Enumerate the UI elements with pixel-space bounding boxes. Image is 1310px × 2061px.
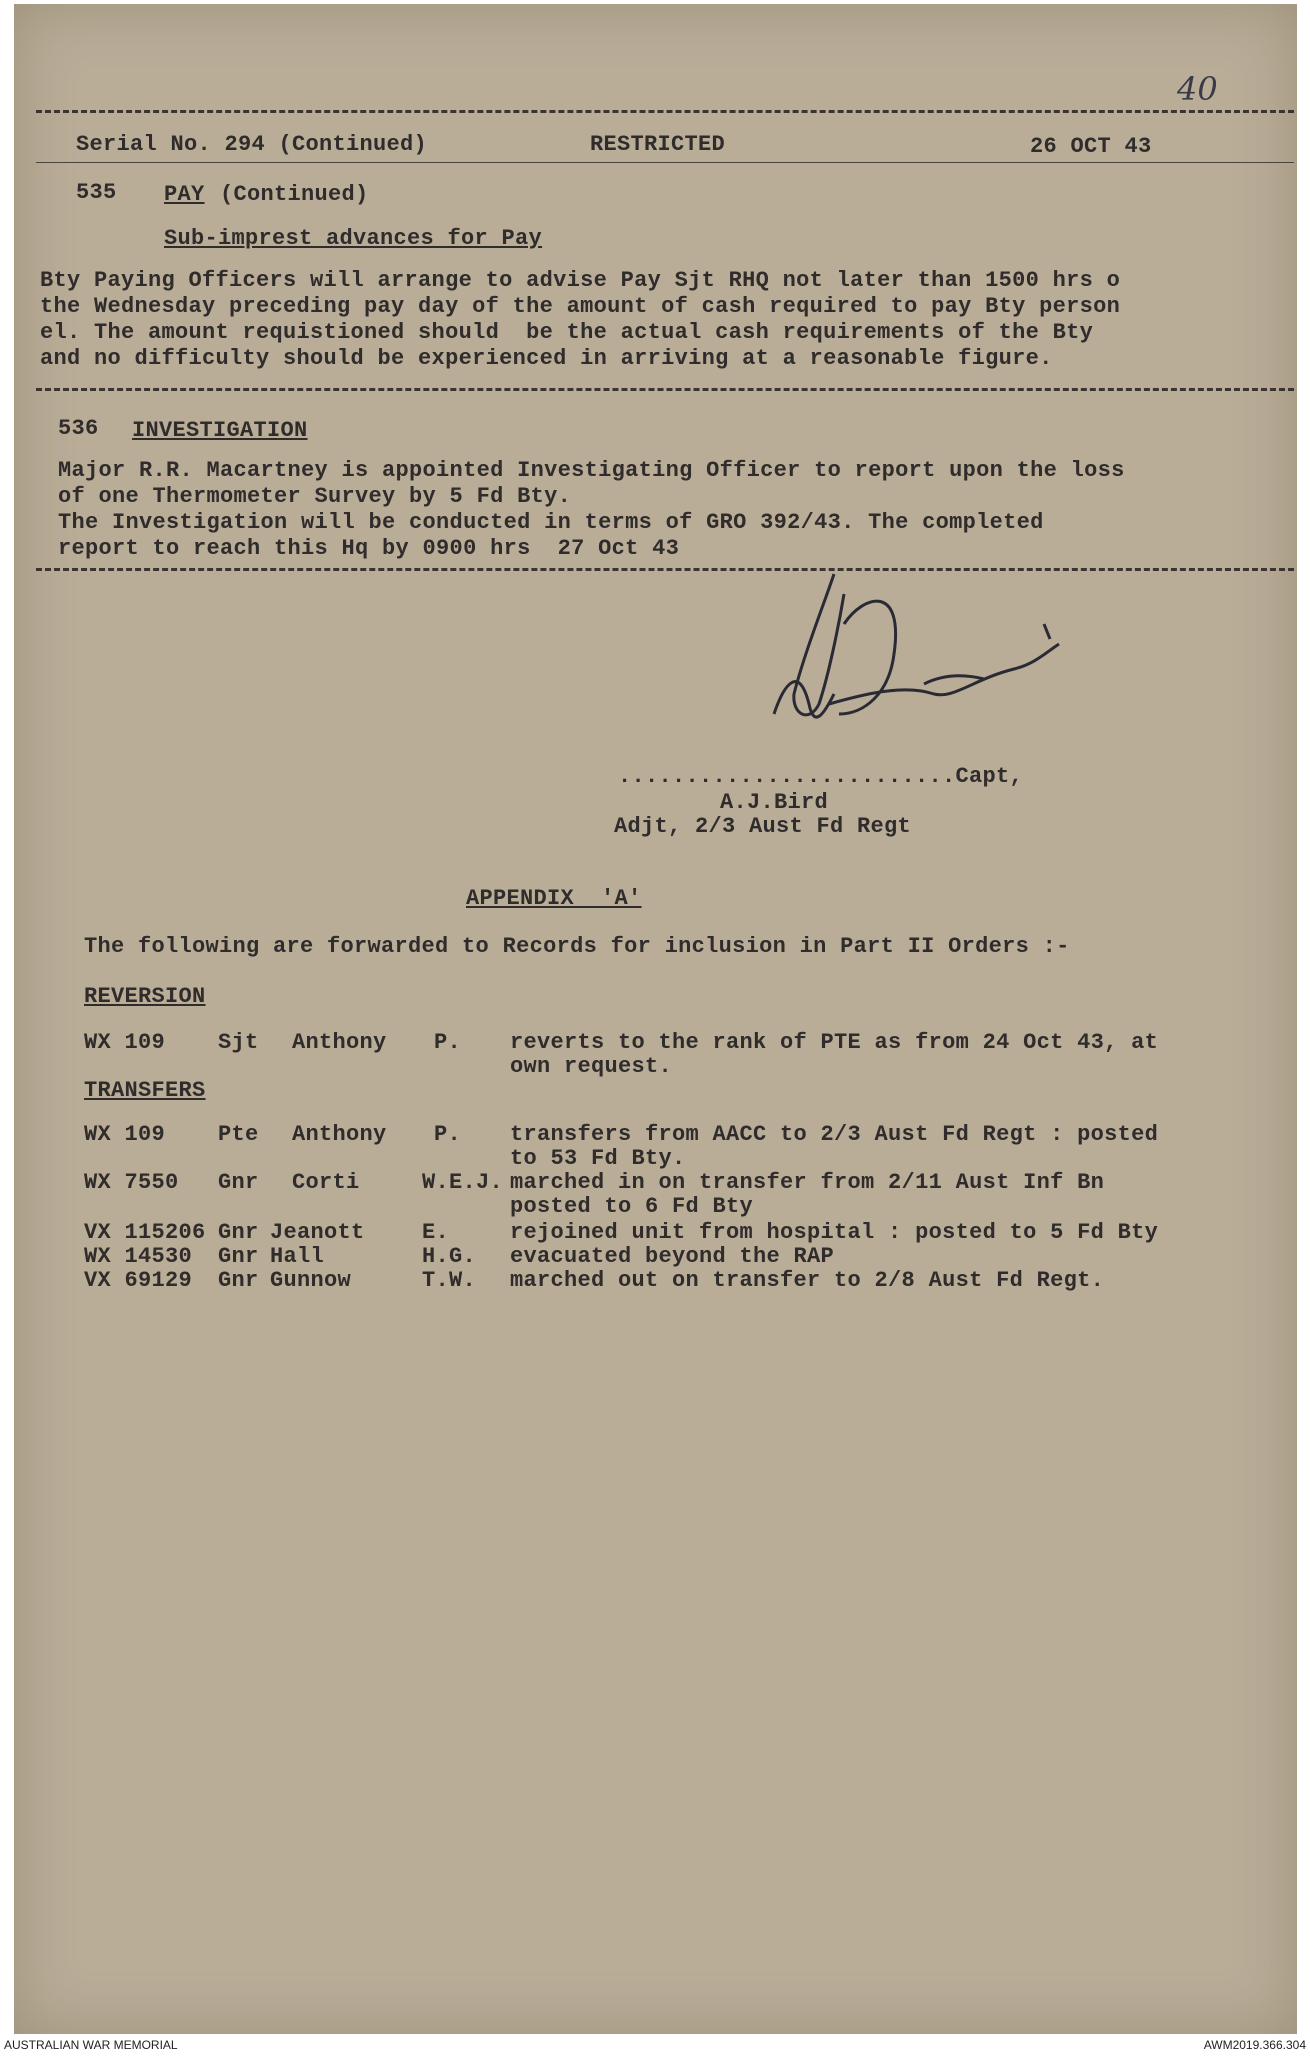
signature-line: .........................Capt, bbox=[618, 764, 1024, 789]
item-535-line-3: el. The amount requistioned should be the actual cash requirements of the Bty bbox=[40, 320, 1094, 345]
details: rejoined unit from hospital : posted to 5 Fd Bty bbox=[510, 1220, 1159, 1245]
details: reverts to the rank of PTE as from 24 Oct 43, at bbox=[510, 1030, 1159, 1055]
details-continued: posted to 6 Fd Bty bbox=[510, 1194, 754, 1219]
initials: P. bbox=[434, 1030, 462, 1055]
item-535-heading: PAY bbox=[164, 182, 205, 207]
item-536-line-4: report to reach this Hq by 0900 hrs 27 Oct 43 bbox=[58, 536, 680, 561]
serial-number: Serial No. 294 (Continued) bbox=[76, 132, 428, 157]
rank: Pte bbox=[218, 1122, 259, 1147]
footer-reference: AWM2019.366.304 bbox=[1203, 2038, 1306, 2052]
surname: Anthony bbox=[292, 1122, 387, 1147]
rank: Gnr bbox=[218, 1268, 259, 1293]
service-number: WX 109 bbox=[84, 1030, 166, 1055]
details: transfers from AACC to 2/3 Aust Fd Regt : posted bbox=[510, 1122, 1159, 1147]
details-continued: own request. bbox=[510, 1054, 673, 1079]
item-536-line-2: of one Thermometer Survey by 5 Fd Bty. bbox=[58, 484, 572, 509]
header-top-rule bbox=[36, 110, 1294, 113]
service-number: VX 69129 bbox=[84, 1268, 193, 1293]
signatory-appointment: Adjt, 2/3 Aust Fd Regt bbox=[614, 814, 912, 839]
details: marched in on transfer from 2/11 Aust Inf Bn bbox=[510, 1170, 1105, 1195]
surname: Anthony bbox=[292, 1030, 387, 1055]
item-535-number: 535 bbox=[76, 180, 117, 205]
signatory-name: A.J.Bird bbox=[720, 790, 829, 815]
service-number: WX 14530 bbox=[84, 1244, 193, 1269]
reversion-heading: REVERSION bbox=[84, 984, 206, 1009]
rank: Gnr bbox=[218, 1170, 259, 1195]
header-bottom-rule bbox=[36, 162, 1294, 163]
item-535-line-4: and no difficulty should be experienced in arriving at a reasonable figure. bbox=[40, 346, 1053, 371]
appendix-intro: The following are forwarded to Records for inclusion in Part II Orders :- bbox=[84, 934, 1070, 959]
order-date: 26 OCT 43 bbox=[1030, 134, 1152, 159]
service-number: WX 7550 bbox=[84, 1170, 179, 1195]
item-535-heading-suffix: (Continued) bbox=[220, 182, 369, 207]
initials: P. bbox=[434, 1122, 462, 1147]
rank: Sjt bbox=[218, 1030, 259, 1055]
initials: H.G. bbox=[422, 1244, 477, 1269]
surname: Gunnow bbox=[270, 1268, 352, 1293]
surname: Hall bbox=[270, 1244, 325, 1269]
classification: RESTRICTED bbox=[590, 132, 726, 157]
item-535-line-1: Bty Paying Officers will arrange to advise Pay Sjt RHQ not later than 1500 hrs o bbox=[40, 268, 1121, 293]
footer-institution: AUSTRALIAN WAR MEMORIAL bbox=[4, 2038, 178, 2052]
appendix-title: APPENDIX 'A' bbox=[466, 886, 642, 911]
item-535-line-2: the Wednesday preceding pay day of the amount of cash required to pay Bty person bbox=[40, 294, 1121, 319]
initials: T.W. bbox=[422, 1268, 477, 1293]
details: evacuated beyond the RAP bbox=[510, 1244, 835, 1269]
pencil-annotation: 40 bbox=[1177, 70, 1218, 108]
document-page bbox=[14, 4, 1297, 2034]
rank: Gnr bbox=[218, 1220, 259, 1245]
section-rule-1 bbox=[36, 388, 1294, 391]
surname: Corti bbox=[292, 1170, 360, 1195]
details-continued: to 53 Fd Bty. bbox=[510, 1146, 686, 1171]
item-536-heading: INVESTIGATION bbox=[132, 418, 308, 443]
initials: W.E.J. bbox=[422, 1170, 504, 1195]
service-number: VX 115206 bbox=[84, 1220, 206, 1245]
service-number: WX 109 bbox=[84, 1122, 166, 1147]
section-rule-2 bbox=[36, 568, 1294, 571]
surname: Jeanott bbox=[270, 1220, 365, 1245]
item-535-subheading: Sub-imprest advances for Pay bbox=[164, 226, 543, 251]
item-536-line-1: Major R.R. Macartney is appointed Investigating Officer to report upon the loss bbox=[58, 458, 1125, 483]
rank: Gnr bbox=[218, 1244, 259, 1269]
item-536-number: 536 bbox=[58, 416, 99, 441]
item-536-line-3: The Investigation will be conducted in terms of GRO 392/43. The completed bbox=[58, 510, 1044, 535]
details: marched out on transfer to 2/8 Aust Fd Regt. bbox=[510, 1268, 1105, 1293]
transfers-heading: TRANSFERS bbox=[84, 1078, 206, 1103]
initials: E. bbox=[422, 1220, 450, 1245]
handwritten-signature bbox=[714, 564, 1074, 764]
